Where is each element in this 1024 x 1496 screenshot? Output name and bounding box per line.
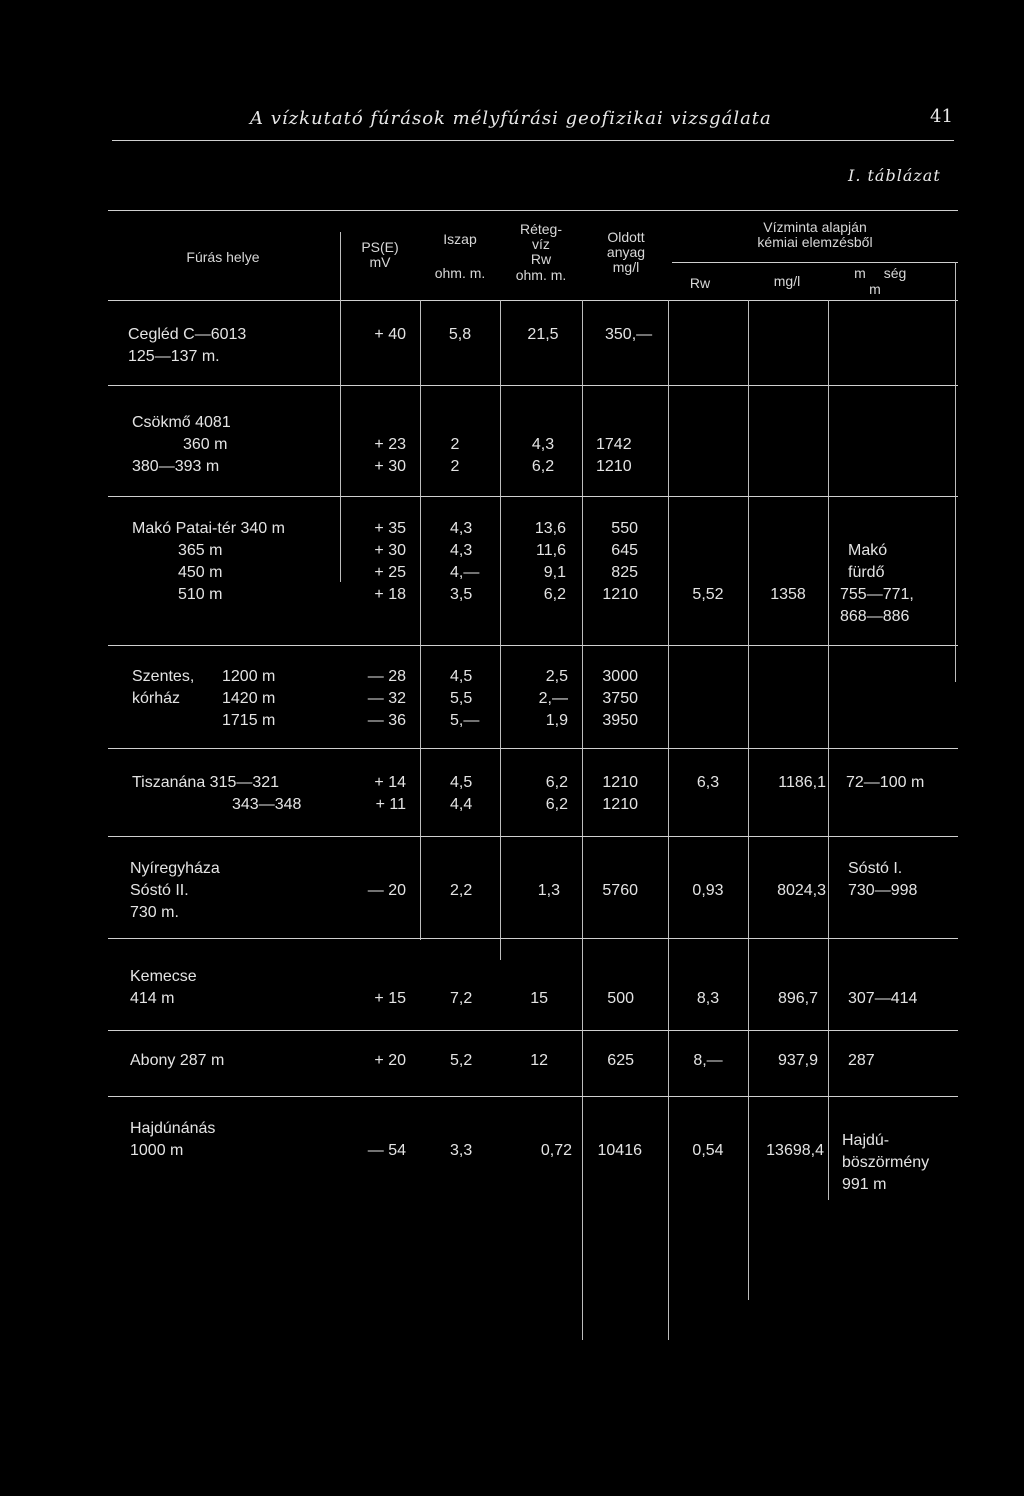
- subheader-m: m: [854, 265, 866, 281]
- place-hajdunanas-1: Hajdúnánás: [130, 1120, 216, 1137]
- place-szentes-1a: Szentes,: [132, 668, 195, 685]
- col-sep-rw: [668, 300, 669, 1340]
- mgl-nyiregyhaza: 8024,3: [777, 882, 826, 899]
- col-header-reteg-rw: Rw: [530, 251, 552, 267]
- reteg-cegled: 21,5: [527, 326, 559, 343]
- ref-mako-1: Makó: [848, 542, 888, 559]
- ps-szentes-3: — 36: [367, 712, 406, 729]
- col-header-oldott: Oldott: [607, 229, 645, 245]
- subheader-rw: Rw: [689, 275, 711, 291]
- ref-abony: 287: [848, 1052, 875, 1069]
- place-cegled-1: Cegléd C—6013: [128, 326, 247, 343]
- row-sep-8: [108, 1096, 958, 1097]
- oldott-szentes-1: 3000: [602, 668, 638, 685]
- place-csokmo-3: 380—393 m: [132, 458, 220, 475]
- place-kemecse-1: Kemecse: [130, 968, 197, 985]
- ref-hajdunanas-2: böszörmény: [842, 1154, 930, 1171]
- header-rule: [112, 140, 954, 141]
- reteg-szentes-2: 2,—: [538, 690, 568, 707]
- ps-csokmo-3: + 30: [374, 458, 406, 475]
- row-sep-6: [108, 938, 958, 939]
- oldott-nyiregyhaza: 5760: [602, 882, 638, 899]
- reteg-mako-2: 11,6: [536, 542, 566, 559]
- col-header-iszap: Iszap: [443, 231, 477, 247]
- oldott-kemecse: 500: [607, 990, 634, 1007]
- col-sep-reteg: [500, 300, 501, 960]
- iszap-csokmo-3: 2: [450, 458, 460, 475]
- ps-mako-1: + 35: [374, 520, 406, 537]
- place-nyiregyhaza-1: Nyíregyháza: [130, 860, 220, 877]
- col-header-place: Fúrás helye: [186, 249, 260, 265]
- iszap-hajdunanas: 3,3: [450, 1142, 473, 1159]
- iszap-cegled: 5,8: [448, 326, 472, 343]
- iszap-kemecse: 7,2: [450, 990, 473, 1007]
- reteg-nyiregyhaza: 1,3: [537, 882, 560, 899]
- ps-mako-4: + 18: [374, 586, 406, 603]
- place-mako-1: Makó Patai-tér 340 m: [132, 520, 285, 537]
- mgl-kemecse: 896,7: [777, 990, 818, 1007]
- ref-nyiregyhaza-2: 730—998: [848, 882, 918, 899]
- reteg-mako-3: 9,1: [543, 564, 566, 581]
- place-hajdunanas-2: 1000 m: [130, 1142, 184, 1159]
- reteg-hajdunanas: 0,72: [540, 1142, 572, 1159]
- place-szentes-1b: 1200 m: [222, 668, 276, 685]
- ref-mako-3: 755—771,: [840, 586, 914, 603]
- subheader-m2: m: [869, 281, 881, 297]
- table-label: I. táblázat: [848, 166, 941, 185]
- reteg-mako-1: 13,6: [534, 520, 566, 537]
- reteg-tiszanana-2: 6,2: [545, 796, 568, 813]
- table-top-rule: [108, 210, 958, 211]
- ps-mako-2: + 30: [374, 542, 406, 559]
- iszap-szentes-1: 4,5: [450, 668, 473, 685]
- rw-tiszanana: 6,3: [696, 774, 720, 791]
- mgl-abony: 937,9: [777, 1052, 818, 1069]
- mgl-hajdunanas: 13698,4: [766, 1142, 824, 1159]
- col-header-oldott-anyag: anyag: [606, 244, 646, 260]
- col-header-reteg: Réteg-: [519, 221, 563, 237]
- iszap-tiszanana-2: 4,4: [450, 796, 473, 813]
- place-tiszanana-2: 343—348: [232, 796, 302, 813]
- iszap-csokmo-2: 2: [450, 436, 460, 453]
- place-mako-4: 510 m: [178, 586, 223, 603]
- place-tiszanana-1: Tiszanána 315—321: [132, 774, 280, 791]
- reteg-csokmo-3: 6,2: [531, 458, 555, 475]
- col-sep-oldott: [582, 300, 583, 1340]
- ps-szentes-2: — 32: [367, 690, 406, 707]
- oldott-cegled: 350,—: [605, 326, 653, 343]
- ps-mako-3: + 25: [374, 564, 406, 581]
- place-mako-3: 450 m: [178, 564, 223, 581]
- col-sep-ps: [340, 232, 341, 582]
- oldott-szentes-3: 3950: [602, 712, 638, 729]
- col-header-oldott-unit: mg/l: [612, 259, 640, 275]
- row-sep-5: [108, 836, 958, 837]
- oldott-tiszanana-2: 1210: [602, 796, 638, 813]
- iszap-mako-3: 4,—: [450, 564, 480, 581]
- ref-hajdunanas-3: 991 m: [842, 1176, 887, 1193]
- subheader-rule: [672, 262, 958, 263]
- iszap-mako-1: 4,3: [450, 520, 473, 537]
- iszap-mako-4: 3,5: [450, 586, 473, 603]
- place-szentes-3b: 1715 m: [222, 712, 276, 729]
- col-header-iszap-unit: ohm. m.: [434, 265, 486, 281]
- col-header-reteg-unit: ohm. m.: [515, 267, 567, 283]
- ref-mako-2: fürdő: [848, 564, 885, 581]
- ps-cegled: + 40: [374, 326, 406, 343]
- ps-csokmo-2: + 23: [374, 436, 406, 453]
- subheader-seg: ség: [883, 265, 907, 281]
- ref-tiszanana: 72—100 m: [846, 774, 925, 791]
- place-nyiregyhaza-2: Sóstó II.: [130, 882, 189, 899]
- place-szentes-2b: 1420 m: [222, 690, 276, 707]
- row-sep-3: [108, 645, 958, 646]
- iszap-nyiregyhaza: 2,2: [450, 882, 473, 899]
- place-mako-2: 365 m: [178, 542, 223, 559]
- rw-nyiregyhaza: 0,93: [692, 882, 724, 899]
- col-sep-ref: [828, 300, 829, 1200]
- oldott-szentes-2: 3750: [602, 690, 638, 707]
- col-header-vizminta-sub: kémiai elemzésből: [757, 234, 873, 250]
- iszap-szentes-3: 5,—: [450, 712, 480, 729]
- place-kemecse-2: 414 m: [130, 990, 175, 1007]
- row-sep-2: [108, 496, 958, 497]
- rw-abony: 8,—: [693, 1052, 723, 1069]
- mgl-tiszanana: 1186,1: [778, 774, 826, 791]
- reteg-mako-4: 6,2: [543, 586, 566, 603]
- oldott-mako-4: 1210: [602, 586, 638, 603]
- ps-szentes-1: — 28: [367, 668, 406, 685]
- ref-nyiregyhaza-1: Sóstó I.: [848, 860, 903, 877]
- iszap-tiszanana-1: 4,5: [450, 774, 473, 791]
- rw-mako: 5,52: [692, 586, 724, 603]
- oldott-mako-2: 645: [611, 542, 638, 559]
- ps-hajdunanas: — 54: [367, 1142, 406, 1159]
- reteg-abony: 12: [530, 1052, 548, 1069]
- oldott-csokmo-2: 1742: [596, 436, 632, 453]
- oldott-abony: 625: [607, 1052, 634, 1069]
- reteg-tiszanana-1: 6,2: [545, 774, 568, 791]
- place-nyiregyhaza-3: 730 m.: [130, 904, 179, 921]
- iszap-szentes-2: 5,5: [450, 690, 473, 707]
- oldott-mako-1: 550: [611, 520, 638, 537]
- col-sep-iszap: [420, 300, 421, 940]
- mgl-mako: 1358: [770, 586, 806, 603]
- row-sep-1: [108, 385, 958, 386]
- col-sep-right: [955, 262, 956, 682]
- place-abony: Abony 287 m: [130, 1052, 225, 1069]
- reteg-kemecse: 15: [530, 990, 548, 1007]
- header-bottom-rule: [108, 300, 958, 301]
- col-header-vizminta: Vízminta alapján: [763, 219, 867, 235]
- ref-mako-4: 868—886: [840, 608, 910, 625]
- ps-tiszanana-1: + 14: [374, 774, 406, 791]
- oldott-hajdunanas: 10416: [597, 1142, 642, 1159]
- oldott-csokmo-3: 1210: [596, 458, 632, 475]
- ref-hajdunanas-1: Hajdú-: [842, 1132, 890, 1149]
- iszap-abony: 5,2: [450, 1052, 473, 1069]
- ps-abony: + 20: [374, 1052, 406, 1069]
- reteg-szentes-1: 2,5: [545, 668, 568, 685]
- place-csokmo-1: Csökmő 4081: [132, 414, 231, 431]
- row-sep-4: [108, 748, 958, 749]
- ps-tiszanana-2: + 11: [375, 796, 406, 813]
- col-header-reteg-viz: víz: [532, 236, 550, 252]
- oldott-tiszanana-1: 1210: [602, 774, 638, 791]
- iszap-mako-2: 4,3: [450, 542, 473, 559]
- place-cegled-2: 125—137 m.: [128, 348, 220, 365]
- col-header-ps: PS(E) mV: [361, 239, 399, 270]
- ps-kemecse: + 15: [374, 990, 406, 1007]
- rw-hajdunanas: 0,54: [692, 1142, 724, 1159]
- row-sep-7: [108, 1030, 958, 1031]
- place-szentes-2a: kórház: [132, 690, 181, 707]
- place-csokmo-2: 360 m: [183, 436, 228, 453]
- running-title: A vízkutató fúrások mélyfúrási geofizikai vizsgálata: [250, 108, 772, 129]
- reteg-szentes-3: 1,9: [545, 712, 568, 729]
- page-number: 41: [930, 106, 953, 127]
- subheader-mgl: mg/l: [773, 273, 801, 289]
- oldott-mako-3: 825: [611, 564, 638, 581]
- reteg-csokmo-2: 4,3: [531, 436, 555, 453]
- ref-kemecse: 307—414: [848, 990, 918, 1007]
- rw-kemecse: 8,3: [696, 990, 720, 1007]
- ps-nyiregyhaza: — 20: [367, 882, 406, 899]
- col-sep-mgl: [748, 300, 749, 1300]
